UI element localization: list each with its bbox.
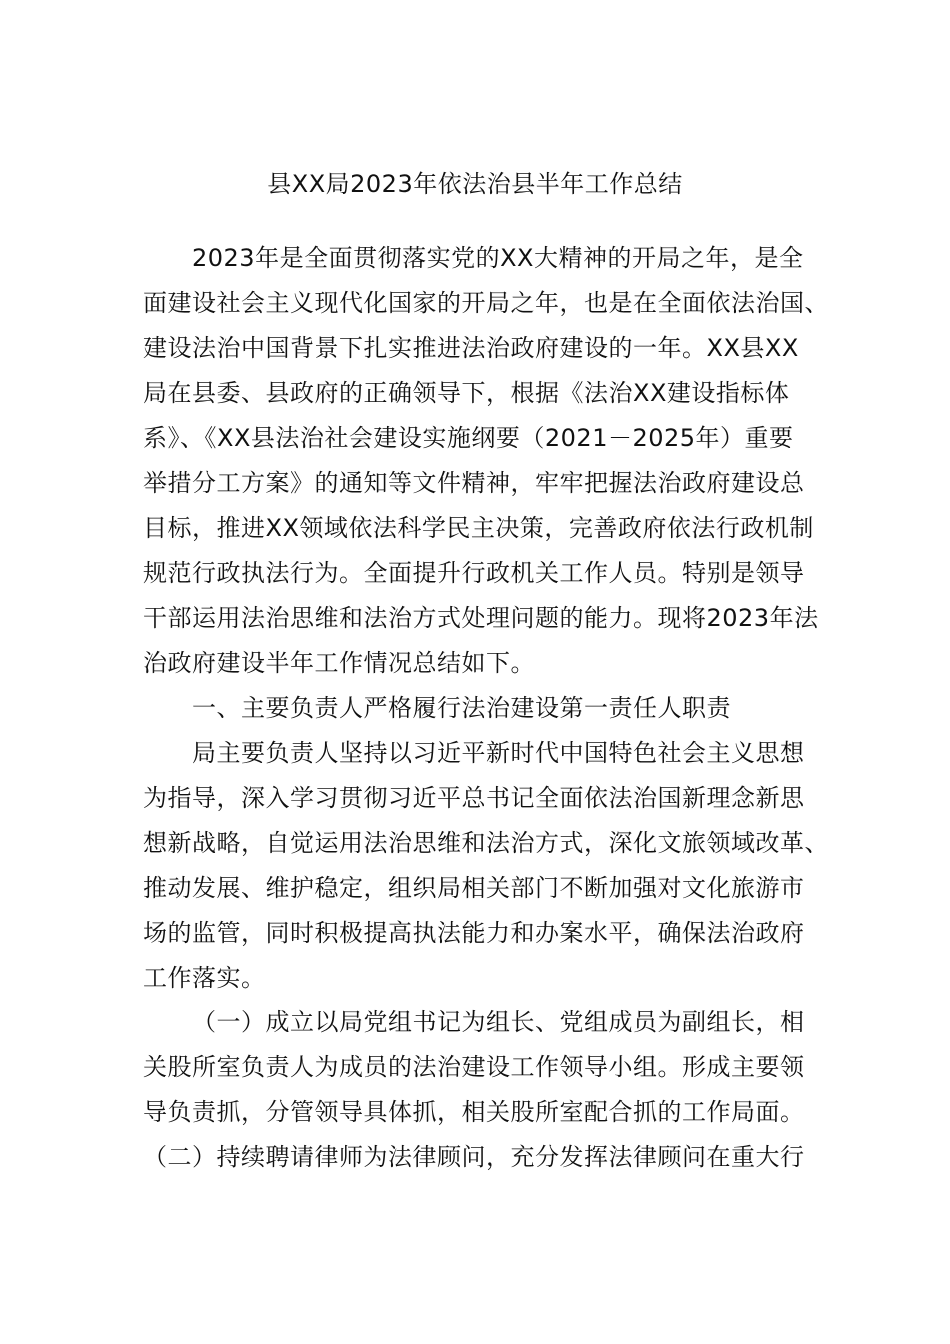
body-line: 推动发展、维护稳定，组织局相关部门不断加强对文化旅游市	[143, 874, 805, 902]
body-line: （一）成立以局党组书记为组长、党组成员为副组长，相	[192, 1008, 805, 1036]
section-heading: 一、主要负责人严格履行法治建设第一责任人职责	[192, 694, 731, 722]
body-line: 举措分工方案》的通知等文件精神，牢牢把握法治政府建设总	[143, 469, 805, 497]
body-line: 系》、《XX县法治社会建设实施纲要（2021－2025年）重要	[143, 424, 794, 452]
document-title: 县XX局2023年依法治县半年工作总结	[267, 170, 683, 198]
body-line: 场的监管，同时积极提高执法能力和办案水平，确保法治政府	[143, 919, 805, 947]
body-line: 为指导，深入学习贯彻习近平总书记全面依法治国新理念新思	[143, 784, 805, 812]
body-line: 建设法治中国背景下扎实推进法治政府建设的一年。XX县XX	[143, 334, 799, 362]
body-line: 干部运用法治思维和法治方式处理问题的能力。现将2023年法	[143, 604, 819, 632]
body-line: （二）持续聘请律师为法律顾问，充分发挥法律顾问在重大行	[143, 1143, 805, 1171]
body-line: 导负责抓，分管领导具体抓，相关股所室配合抓的工作局面。	[143, 1098, 805, 1126]
body-line: 规范行政执法行为。全面提升行政机关工作人员。特别是领导	[143, 559, 805, 587]
body-line: 2023年是全面贯彻落实党的XX大精神的开局之年，是全	[192, 244, 804, 272]
body-line: 治政府建设半年工作情况总结如下。	[143, 649, 535, 677]
body-line: 面建设社会主义现代化国家的开局之年，也是在全面依法治国、	[143, 289, 829, 317]
body-line: 想新战略，自觉运用法治思维和法治方式，深化文旅领域改革、	[143, 829, 829, 857]
body-line: 目标，推进XX领域依法科学民主决策，完善政府依法行政机制	[143, 514, 814, 542]
body-line: 工作落实。	[143, 964, 266, 992]
body-line: 局在县委、县政府的正确领导下，根据《法治XX建设指标体	[143, 379, 790, 407]
body-line: 局主要负责人坚持以习近平新时代中国特色社会主义思想	[192, 739, 805, 767]
body-line: 关股所室负责人为成员的法治建设工作领导小组。形成主要领	[143, 1053, 805, 1081]
